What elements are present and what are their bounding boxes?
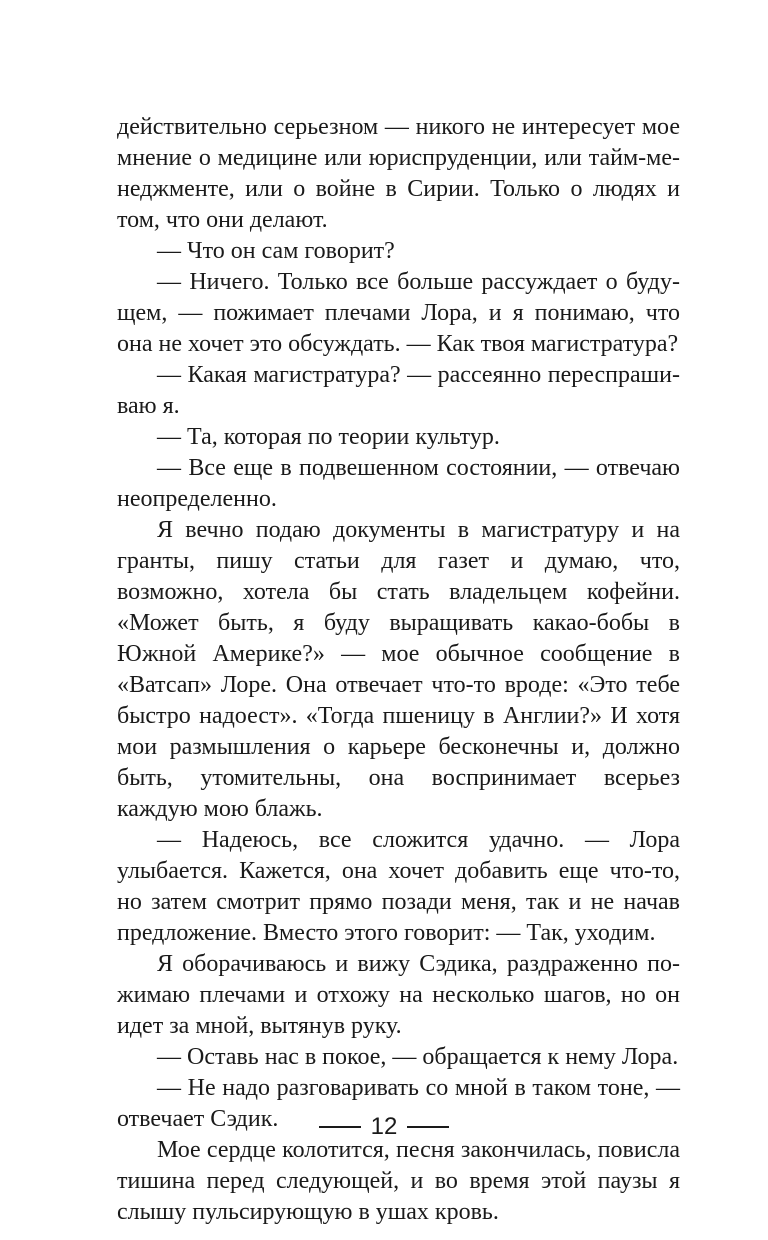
page-number-footer [0, 1112, 768, 1142]
paragraph: — Не надо разговаривать со мной в таком тоне, — отвечает Сэдик. [117, 1075, 680, 1132]
paragraph: — Все еще в подвешенном состоянии, — отвечаю неопределенно. [117, 455, 680, 512]
paragraph: — Оставь нас в покое, — обращается к нему Лора. [157, 1044, 679, 1070]
page-number: 12 [370, 1113, 398, 1140]
paragraph: Мое сердце колотится, песня закончилась, повисла тишина перед следующей, и во время этой паузы я слышу пульсирующую в ушах кровь. [117, 1137, 680, 1225]
paragraph: Я вечно подаю документы в магистратуру и на гранты, пишу статьи для газет и думаю, что, возможно, хотела бы стать владельцем кофейни. «Может быть, я буду выращивать какао-бобы в Южной Америке?» — мое обычное сообщение в «Ватсап» Лоре. Она отвечает что-то вроде: «Это тебе быстро надоест». «Тогда пшеницу в Англии?» И хотя мои размышления о карьере бесконечны и, должно быть, утомительны, она воспринимает всерьез каждую мою блажь. [117, 517, 680, 822]
folio-rule-left [319, 1126, 361, 1128]
paragraph: — Что он сам говорит? [157, 238, 395, 264]
paragraph: Я оборачиваюсь и вижу Сэдика, раздраженно пожимаю плечами и отхожу на несколько шагов, но он идет за мной, вытянув руку. [117, 951, 680, 1039]
paragraph: — Ничего. Только все больше рассуждает о будущем, — пожимает плечами Лора, и я понимаю, что она не хочет это обсуждать. — Как твоя магистратура? [117, 269, 680, 357]
paragraph: — Надеюсь, все сложится удачно. — Лора улыбается. Кажется, она хочет добавить еще что-то, но затем смотрит прямо позади меня, так и не начав предложение. Вместо этого говорит: — Так, уходим. [117, 827, 680, 946]
paragraph: — Какая магистратура? — рассеянно переспрашиваю я. [117, 362, 680, 419]
paragraph: — Та, которая по теории культур. [157, 424, 500, 450]
folio-rule-right [407, 1126, 449, 1128]
page-text [117, 112, 680, 1228]
paragraph: действительно серьезном — никого не интересует мое мнение о медицине или юриспруденции, или тайм-менеджменте, или о войне в Сирии. Только о людях и том, что они делают. [117, 114, 680, 233]
